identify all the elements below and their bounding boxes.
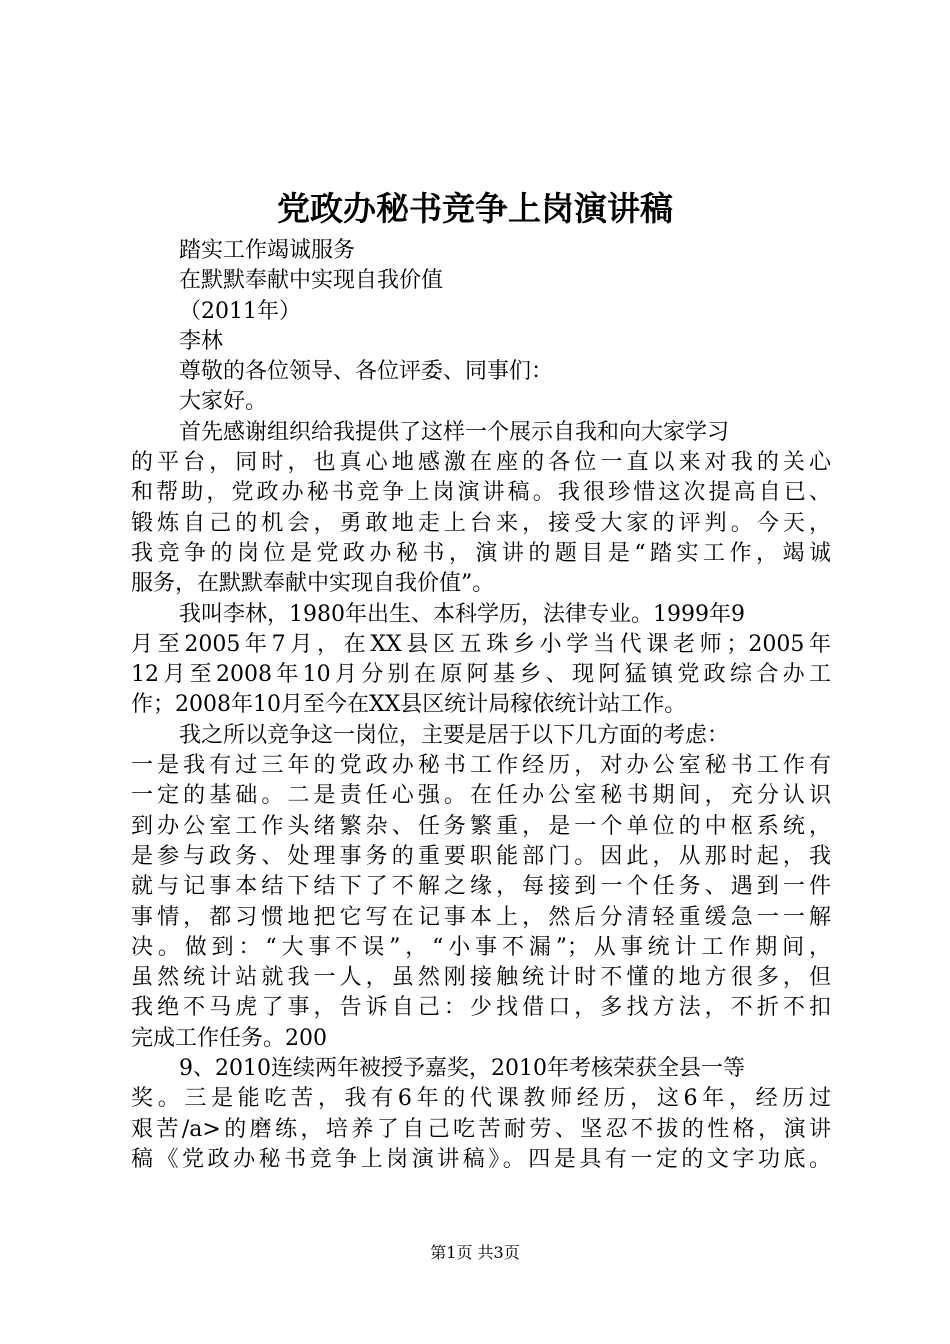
body-line: 尊敬的各位领导、各位评委、同事们： (179, 359, 554, 385)
body-line: 月至2005年7月，在XX县区五珠乡小学当代课老师；2005年 (131, 631, 831, 657)
body-line: 李林 (179, 328, 224, 354)
body-line: 艰苦/a>的磨练，培养了自己吃苦耐劳、坚忍不拔的性格，演讲 (131, 1116, 831, 1142)
page-footer: 第1页 共3页 (430, 1243, 520, 1262)
body-line: 决。做到：“大事不误”，“小事不漏”；从事统计工作期间， (131, 934, 831, 960)
body-line: 和帮助，党政办秘书竞争上岗演讲稿。我很珍惜这次提高自已、 (131, 480, 831, 506)
body-line: 一定的基础。二是责任心强。在任办公室秘书期间，充分认识 (131, 783, 831, 809)
body-line: 服务，在默默奉献中实现自我价值”。 (131, 571, 495, 597)
body-line: 是参与政务、处理事务的重要职能部门。因此，从那时起，我 (131, 843, 831, 869)
body-line: 我绝不马虎了事，告诉自己：少找借口，多找方法，不折不扣 (131, 995, 831, 1021)
body-line: 的平台，同时，也真心地感激在座的各位一直以来对我的关心 (131, 450, 831, 476)
body-line: 大家好。 (179, 389, 268, 415)
body-line: 稿《党政办秘书竞争上岗演讲稿》。四是具有一定的文字功底。 (131, 1146, 831, 1172)
body-line: 锻炼自己的机会，勇敢地走上台来，接受大家的评判。今天， (131, 510, 831, 536)
body-line: 完成工作任务。200 (131, 1025, 327, 1051)
body-line: 虽然统计站就我一人，虽然刚接触统计时不懂的地方很多，但 (131, 965, 831, 991)
body-line: 就与记事本结下结下了不解之缘，每接到一个任务、遇到一件 (131, 874, 831, 900)
body-line: 我之所以竞争这一岗位，主要是居于以下几方面的考虑： (179, 722, 730, 748)
body-line: 12月至2008年10月分别在原阿基乡、现阿猛镇党政综合办工 (131, 662, 831, 688)
body-line: （2011年） (179, 298, 301, 324)
body-line: 事情，都习惯地把它写在记事本上，然后分清轻重缓急一一解 (131, 904, 831, 930)
document-body (131, 236, 831, 1175)
body-line: 首先感谢组织给我提供了这样一个展示自我和向大家学习 (179, 419, 730, 445)
body-line: 到办公室工作头绪繁杂、任务繁重，是一个单位的中枢系统， (131, 813, 831, 839)
document-title: 党政办秘书竞争上岗演讲稿 (277, 189, 673, 228)
body-line: 一是我有过三年的党政办秘书工作经历，对办公室秘书工作有 (131, 753, 831, 779)
body-line: 作；2008年10月至今在XX县区统计局稼依统计站工作。 (131, 692, 687, 718)
body-line: 我叫李林，1980年出生、本科学历，法律专业。1999年9 (179, 601, 745, 627)
body-line: 9、2010连续两年被授予嘉奖，2010年考核荣获全县一等 (179, 1056, 745, 1082)
body-line: 在默默奉献中实现自我价值 (179, 268, 444, 294)
body-line: 我竞争的岗位是党政办秘书，演讲的题目是“踏实工作，竭诚 (131, 540, 831, 566)
body-line: 踏实工作竭诚服务 (179, 238, 356, 263)
body-line: 奖。三是能吃苦，我有6年的代课教师经历，这6年，经历过 (131, 1086, 831, 1112)
